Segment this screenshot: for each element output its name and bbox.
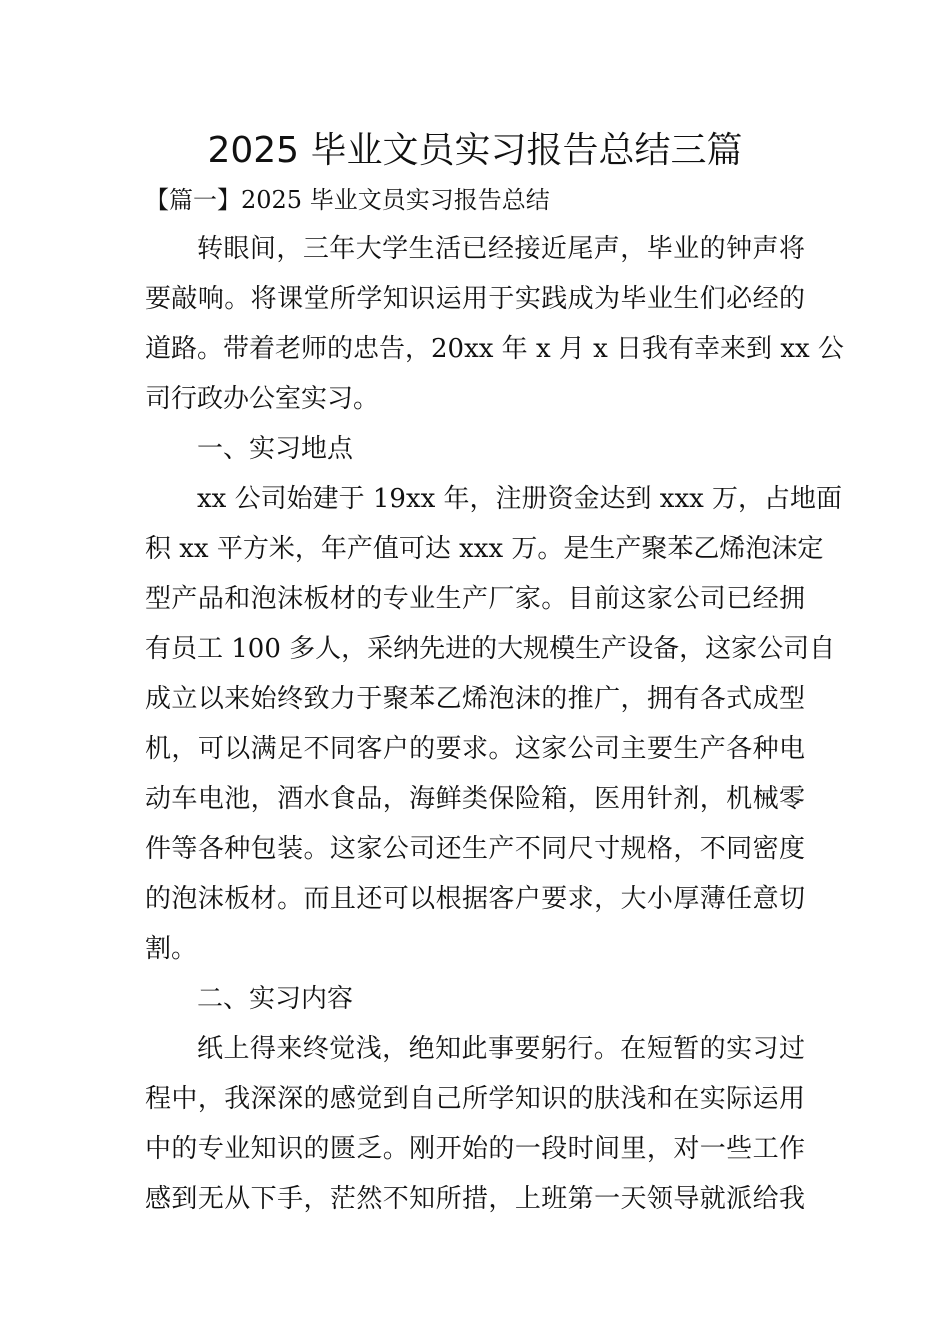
paragraph-line: 动车电池，酒水食品，海鲜类保险箱，医用针剂，机械零 <box>145 784 805 814</box>
paragraph-line: 成立以来始终致力于聚苯乙烯泡沫的推广，拥有各式成型 <box>145 684 805 714</box>
paragraph-line: 司行政办公室实习。 <box>145 384 380 414</box>
paragraph-line: 割。 <box>145 934 198 964</box>
paragraph-line: 感到无从下手，茫然不知所措，上班第一天领导就派给我 <box>145 1184 805 1214</box>
subheading-content: 二、实习内容 <box>197 984 354 1014</box>
subheading-location: 一、实习地点 <box>197 434 354 464</box>
paragraph-line: 机，可以满足不同客户的要求。这家公司主要生产各种电 <box>145 734 805 764</box>
paragraph-line: 有员工 100 多人，采纳先进的大规模生产设备，这家公司自 <box>145 634 836 664</box>
paragraph-line: 积 xx 平方米，年产值可达 xxx 万。是生产聚苯乙烯泡沫定 <box>145 534 824 564</box>
paragraph-line: 中的专业知识的匮乏。刚开始的一段时间里，对一些工作 <box>145 1134 805 1164</box>
document-title: 2025 毕业文员实习报告总结三篇 <box>207 130 743 171</box>
paragraph-line: 纸上得来终觉浅，绝知此事要躬行。在短暂的实习过 <box>197 1034 805 1064</box>
paragraph-line: 件等各种包装。这家公司还生产不同尺寸规格，不同密度 <box>145 834 805 864</box>
paragraph-line: xx 公司始建于 19xx 年，注册资金达到 xxx 万，占地面 <box>197 484 843 514</box>
paragraph-line: 道路。带着老师的忠告，20xx 年 x 月 x 日我有幸来到 xx 公 <box>145 334 844 364</box>
paragraph-line: 的泡沫板材。而且还可以根据客户要求，大小厚薄任意切 <box>145 884 805 914</box>
paragraph-line: 要敲响。将课堂所学知识运用于实践成为毕业生们必经的 <box>145 284 805 314</box>
section-heading: 【篇一】2025 毕业文员实习报告总结 <box>145 186 550 214</box>
paragraph-line: 程中，我深深的感觉到自己所学知识的肤浅和在实际运用 <box>145 1084 805 1114</box>
paragraph-line: 型产品和泡沫板材的专业生产厂家。目前这家公司已经拥 <box>145 584 805 614</box>
paragraph-line: 转眼间，三年大学生活已经接近尾声，毕业的钟声将 <box>197 234 805 264</box>
